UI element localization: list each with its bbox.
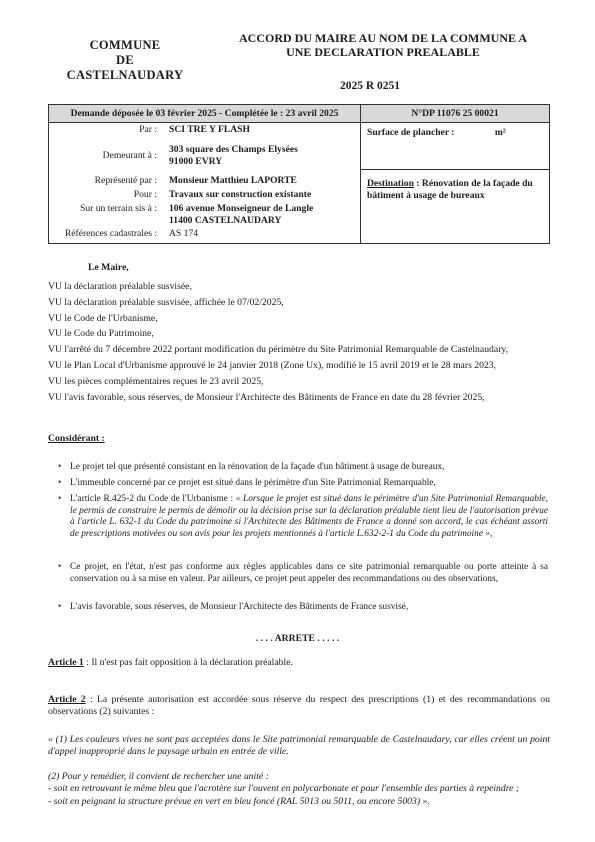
prescription-2	[48, 771, 550, 808]
demeurant-value-line-1: 303 square des Champs Elysées	[169, 143, 298, 155]
article-2	[48, 694, 550, 719]
considerant-bullet-5: • L'avis favorable, sous réserves, de Monsieur l'Architecte des Bâtiments de France susvisé,	[70, 602, 548, 614]
pour-value: Travaux sur construction existante	[169, 189, 312, 200]
deposit-line: Demande déposée le 03 février 2025 - Complétée le : 23 avril 2025	[49, 105, 361, 123]
vu-line-8: VU l'avis favorable, sous réserves, de Monsieur l'Architecte des Bâtiments de France en date du 28 février 2025,	[48, 391, 485, 403]
considerant-bullet-3	[70, 494, 548, 541]
vu-line-4: VU le Code du Patrimoine,	[48, 328, 154, 340]
prescription-1: « (1) Les couleurs vives ne sont pas acceptées dans le Site patrimonial remarquable de Castelnaudary, car elles créent un point d'appel inapproprié dans le paysage urbain en entrée de ville.	[48, 734, 550, 758]
surface-label: Surface de plancher :	[367, 127, 455, 138]
prescription-2-line-3: - soit en peignant la structure prévue en vert en bleu foncé (RAL 5013 ou 5011, ou encore 5003) ».	[48, 795, 430, 807]
summary-header-row	[49, 105, 550, 123]
vu-line-5: VU l'arrêté du 7 décembre 2022 portant modification du périmètre du Site Patrimonial Remarquable de Castelnaudary,	[48, 344, 509, 356]
summary-box	[48, 104, 550, 244]
project-details	[361, 123, 550, 244]
demeurant-value	[163, 144, 360, 168]
accord-title	[218, 31, 548, 59]
represente-label: Représenté par :	[94, 174, 157, 186]
terrain-label: Sur un terrain sis à :	[79, 202, 157, 214]
le-maire: Le Maire,	[88, 262, 129, 273]
par-label: Par :	[139, 124, 157, 135]
demeurant-label: Demeurant à :	[102, 149, 157, 161]
vu-list	[48, 281, 550, 404]
accord-title-line-1: ACCORD DU MAIRE AU NOM DE LA COMMUNE A	[239, 31, 527, 45]
commune-line-1: COMMUNE	[89, 38, 161, 52]
prescription-2-line-1: (2) Pour y remédier, il convient de rechercher une unité :	[48, 771, 269, 782]
vu-line-1: VU la déclaration préalable susvisée,	[48, 281, 192, 292]
applicant-details	[49, 123, 361, 244]
terrain-value-line-1: 106 avenue Monseigneur de Langle	[169, 202, 314, 214]
article-1-text: : Il n'est pas fait opposition à la déclaration préalable.	[83, 657, 293, 668]
dp-number: N°DP 11076 25 00021	[361, 105, 550, 123]
surface-cell	[361, 123, 549, 170]
bullet-3-prefix: L'article R.425-2 du Code de l'Urbanisme :	[70, 494, 236, 504]
terrain-value	[163, 203, 360, 227]
vu-line-2: VU la déclaration préalable susvisée, affichée le 07/02/2025,	[48, 296, 284, 308]
bullet-3-quote: « Lorsque le projet est situé dans le périmètre d'un Site Patrimonial Remarquable, le permis de construire le permis de démolir ou la décision prise sur la déclaration préalable tient lieu de l'autorisation prévue à l'article L. 632-1 du Code du patrimoine si l'Architecte des Bâtiments de France a donné son accord, le cas échéant assorti de prescriptions motivées ou son avis pour les projets mentionnés à l'article L.632-2-1 du Code du patrimoine »,	[70, 494, 548, 540]
considerant-bullet-1: • Le projet tel que présenté consistant en la rénovation de la façade d'un bâtiment à usage de bureaux,	[70, 462, 548, 474]
commune-line-2: DE	[116, 53, 134, 67]
arrete-heading: . . . . ARRETE . . . . .	[255, 633, 340, 644]
article-1	[48, 657, 550, 669]
vu-line-7: VU les pièces complémentaires reçues le 23 avril 2025,	[48, 375, 264, 387]
surface-unit: m²	[494, 127, 506, 138]
pour-label: Pour :	[133, 189, 157, 200]
considerant-bullet-2: • L'immeuble concerné par ce projet est situé dans le périmètre d'un Site Patrimonial Remarquable,	[70, 478, 548, 490]
considerant-bullet-4: • Ce projet, en l'état, n'est pas conforme aux règles applicables dans ce site patrimonial remarquable ou porte atteinte à sa conservation ou à sa mise en valeur. Par ailleurs, ce projet peut appeler des recommandations ou des observations,	[70, 562, 548, 585]
par-value: SCI TRE Y FLASH	[169, 124, 250, 135]
destination-text: : Rénovation de la façade du bâtiment à usage de bureaux	[367, 178, 533, 201]
prescription-2-line-2: - soit en retrouvant le même bleu que l'acrotère sur l'ouvent en polycarbonate et pour l'ensemble des parties à repeindre ;	[48, 783, 520, 795]
article-1-label: Article 1	[48, 657, 84, 668]
destination-cell	[361, 170, 549, 206]
commune-name	[55, 38, 195, 83]
decision-number: 2025 R 0251	[340, 80, 401, 92]
refs-label: Références cadastrales :	[64, 227, 157, 239]
demeurant-value-line-2: 91000 EVRY	[169, 155, 223, 167]
considerant-title: Considérant :	[48, 433, 105, 444]
represente-value: Monsieur Matthieu LAPORTE	[169, 174, 297, 186]
terrain-value-line-2: 11400 CASTELNAUDARY	[169, 214, 282, 226]
vu-line-3: VU le Code de l'Urbanisme,	[48, 312, 158, 324]
destination-label: Destination	[367, 178, 414, 189]
accord-title-line-2: UNE DECLARATION PREALABLE	[286, 45, 480, 59]
vu-line-6: VU le Plan Local d'Urbanisme approuvé le 24 janvier 2018 (Zone Ux), modifié le 15 avril 2019 et le 28 mars 2023,	[48, 359, 497, 371]
article-2-text: : La présente autorisation est accordée sous réserve du respect des prescriptions (1) et des recommandations ou observations (2) suivantes :	[48, 694, 550, 718]
refs-value: AS 174	[169, 227, 199, 239]
commune-line-3: CASTELNAUDARY	[66, 68, 184, 82]
article-2-label: Article 2	[48, 694, 86, 705]
